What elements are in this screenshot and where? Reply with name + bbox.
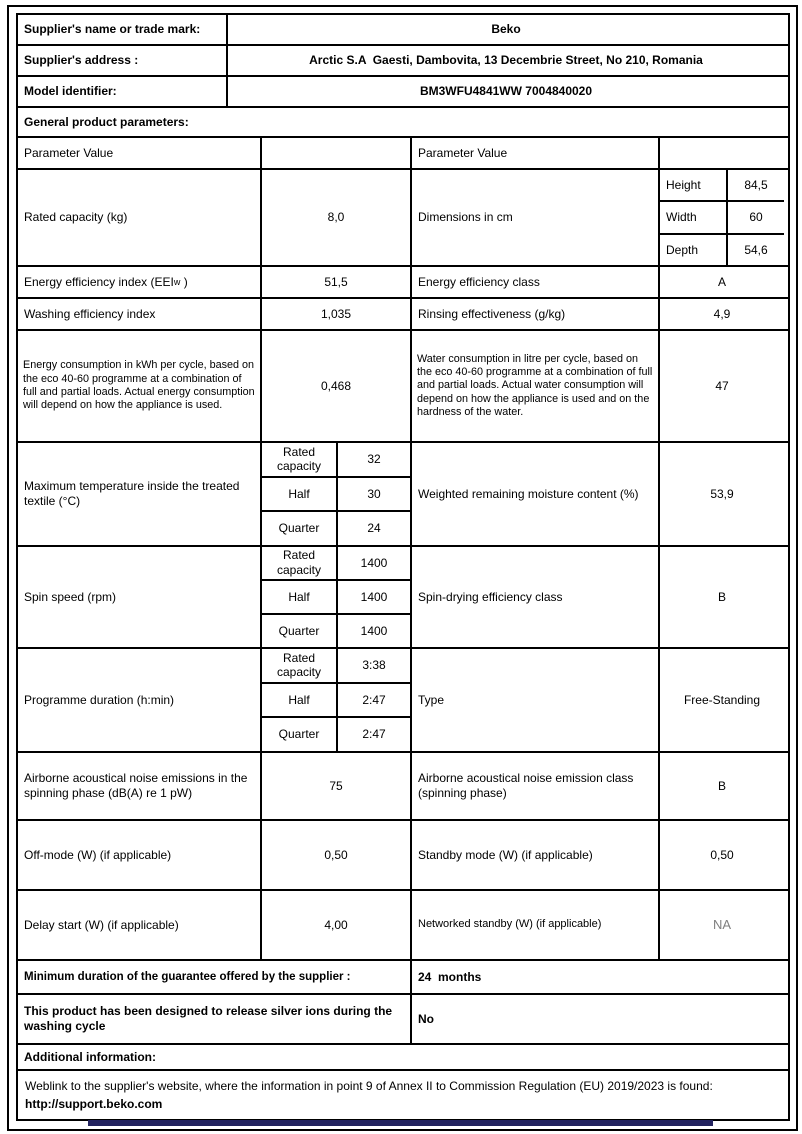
weblink-text <box>18 1071 784 1119</box>
standby-value: 0,50 <box>710 847 734 862</box>
washing-index-value: 1,035 <box>262 299 412 329</box>
dimension-height-value: 84,5 <box>744 177 768 192</box>
off-mode-label: Off-mode (W) (if applicable) <box>18 821 262 889</box>
dimension-height-row <box>660 170 784 202</box>
max-temp-quarter-value: 24 <box>367 521 381 536</box>
max-temperature-label: Maximum temperature inside the treated textile (°C) <box>18 443 262 545</box>
max-temp-quarter-label: Quarter <box>262 512 338 545</box>
duration-row <box>18 649 788 753</box>
additional-info-title: Additional information: <box>24 1049 156 1064</box>
eei-label-post: ) <box>180 274 188 289</box>
rated-capacity-row <box>18 170 788 267</box>
spin-quarter-value: 1400 <box>360 623 388 638</box>
param-header-row <box>18 138 788 170</box>
energy-class-label: Energy efficiency class <box>412 267 660 297</box>
supplier-name-row <box>18 15 788 46</box>
rated-capacity-label: Rated capacity (kg) <box>18 170 262 265</box>
eei-label <box>18 267 262 297</box>
spin-class-value: B <box>717 589 726 604</box>
silver-ions-row <box>18 995 788 1045</box>
eei-value: 51,5 <box>262 267 412 297</box>
param-header-left: Parameter Value <box>18 138 262 168</box>
dimension-width-label: Width <box>660 202 728 232</box>
guarantee-value: 24 months <box>418 969 482 984</box>
param-header-left-value <box>262 138 412 168</box>
delay-start-row <box>18 891 788 961</box>
spin-rated-value: 1400 <box>360 555 388 570</box>
spin-speed-subtable <box>262 547 412 647</box>
washing-index-row <box>18 299 788 331</box>
max-temp-rated-label: Rated capacity <box>262 443 338 476</box>
duration-quarter-value: 2:47 <box>362 727 386 742</box>
dimensions-subtable <box>660 170 784 265</box>
duration-label: Programme duration (h:min) <box>18 649 262 751</box>
spin-half-label: Half <box>262 581 338 613</box>
dimension-height-label: Height <box>660 170 728 200</box>
duration-half-label: Half <box>262 684 338 717</box>
duration-rated-row <box>262 649 410 684</box>
moisture-value: 53,9 <box>710 486 734 501</box>
noise-label: Airborne acoustical noise emissions in the spinning phase (dB(A) re 1 pW) <box>18 753 262 819</box>
dimensions-label: Dimensions in cm <box>412 170 660 265</box>
networked-standby-label: Networked standby (W) (if applicable) <box>412 891 660 959</box>
noise-class-label: Airborne acoustical noise emission class (spinning phase) <box>412 753 660 819</box>
rinsing-value: 4,9 <box>713 306 731 321</box>
noise-class-value: B <box>717 778 726 793</box>
silver-ions-value: No <box>418 1011 434 1026</box>
networked-standby-value: NA <box>712 917 732 933</box>
water-consumption-label: Water consumption in litre per cycle, based on the eco 40-60 programme at a combination of full and partial loads. Actual water consumption will depend on how the appliance is used and on the hardness of the water. <box>412 331 660 441</box>
max-temp-half-value: 30 <box>367 486 381 501</box>
dimension-depth-value: 54,6 <box>744 242 768 257</box>
weblink-url[interactable]: http://support.beko.com <box>25 1097 163 1111</box>
duration-rated-value: 3:38 <box>362 658 386 673</box>
param-header-right-value <box>660 138 784 168</box>
duration-rated-label: Rated capacity <box>262 649 338 682</box>
spin-class-label: Spin-drying efficiency class <box>412 547 660 647</box>
parameters-table <box>16 13 790 1121</box>
supplier-address-value: Arctic S.A Gaesti, Dambovita, 13 Decembrie Street, No 210, Romania <box>309 53 703 68</box>
weblink-row <box>18 1071 788 1119</box>
guarantee-row <box>18 961 788 995</box>
water-consumption-value: 47 <box>715 378 729 393</box>
spin-quarter-label: Quarter <box>262 615 338 647</box>
additional-info-row <box>18 1045 788 1071</box>
max-temp-rated-value: 32 <box>367 452 381 467</box>
rinsing-label: Rinsing effectiveness (g/kg) <box>412 299 660 329</box>
delay-start-label: Delay start (W) (if applicable) <box>18 891 262 959</box>
model-identifier-value: BM3WFU4841WW 7004840020 <box>419 84 593 99</box>
max-temp-half-label: Half <box>262 478 338 511</box>
energy-consumption-label: Energy consumption in kWh per cycle, based on the eco 40-60 programme at a combination of full and partial loads. Actual energy consumption will depend on how the appliance is used. <box>18 331 262 441</box>
duration-quarter-row <box>262 718 410 751</box>
supplier-name-value: Beko <box>491 22 521 37</box>
type-value: Free-Standing <box>683 692 761 707</box>
max-temp-half-row <box>262 478 410 513</box>
spin-half-row <box>262 581 410 615</box>
spin-half-value: 1400 <box>360 589 388 604</box>
eei-label-sub: w <box>173 276 181 287</box>
consumption-row <box>18 331 788 443</box>
model-identifier-label: Model identifier: <box>18 77 228 106</box>
duration-half-row <box>262 684 410 719</box>
model-identifier-row <box>18 77 788 108</box>
type-label: Type <box>412 649 660 751</box>
off-mode-value: 0,50 <box>262 821 412 889</box>
duration-quarter-label: Quarter <box>262 718 338 751</box>
dimension-width-row <box>660 202 784 234</box>
energy-class-value: A <box>717 274 726 289</box>
supplier-address-label: Supplier's address : <box>18 46 228 75</box>
energy-consumption-value: 0,468 <box>262 331 412 441</box>
duration-half-value: 2:47 <box>362 692 386 707</box>
dimension-depth-row <box>660 235 784 265</box>
supplier-address-row <box>18 46 788 77</box>
duration-subtable <box>262 649 412 751</box>
max-temperature-row <box>18 443 788 547</box>
noise-row <box>18 753 788 821</box>
washing-index-label: Washing efficiency index <box>18 299 262 329</box>
max-temperature-subtable <box>262 443 412 545</box>
eei-label-pre: Energy efficiency index (EEI <box>24 274 174 289</box>
spin-rated-label: Rated capacity <box>262 547 338 579</box>
footer-bar <box>88 1120 713 1126</box>
silver-ions-label: This product has been designed to release silver ions during the washing cycle <box>18 995 412 1043</box>
guarantee-label: Minimum duration of the guarantee offered by the supplier : <box>18 961 412 993</box>
spin-rated-row <box>262 547 410 581</box>
max-temp-rated-row <box>262 443 410 478</box>
delay-start-value: 4,00 <box>262 891 412 959</box>
spin-speed-row <box>18 547 788 649</box>
noise-value: 75 <box>262 753 412 819</box>
max-temp-quarter-row <box>262 512 410 545</box>
section-title-row <box>18 108 788 138</box>
spin-speed-label: Spin speed (rpm) <box>18 547 262 647</box>
moisture-label: Weighted remaining moisture content (%) <box>412 443 660 545</box>
eei-row <box>18 267 788 299</box>
supplier-name-label: Supplier's name or trade mark: <box>18 15 228 44</box>
spin-quarter-row <box>262 615 410 647</box>
dimension-depth-label: Depth <box>660 235 728 265</box>
standby-label: Standby mode (W) (if applicable) <box>412 821 660 889</box>
param-header-right: Parameter Value <box>412 138 660 168</box>
weblink-description: Weblink to the supplier's website, where the information in point 9 of Annex II to Commission Regulation (EU) 2019/2023 is found: <box>25 1079 713 1093</box>
dimension-width-value: 60 <box>749 210 763 225</box>
off-mode-row <box>18 821 788 891</box>
section-title: General product parameters: <box>24 114 189 129</box>
rated-capacity-value: 8,0 <box>262 170 412 265</box>
